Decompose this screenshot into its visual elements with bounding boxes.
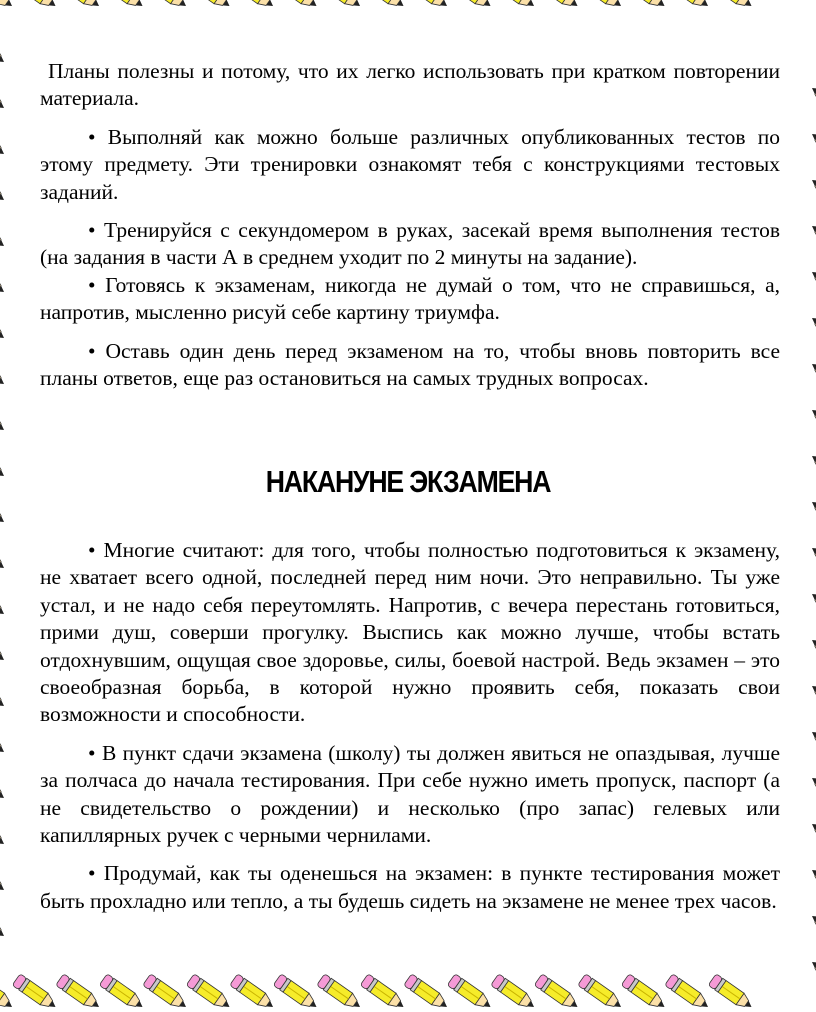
pencil-icon	[808, 496, 816, 535]
paragraph-plans: Планы полезны и потому, что их легко использовать при кратком повторении материала.	[40, 59, 780, 111]
pencil-icon	[808, 358, 816, 397]
pencil-icon	[0, 443, 8, 482]
pencil-icon	[0, 351, 8, 390]
top-text-block	[40, 58, 780, 392]
bullet: •	[88, 538, 96, 562]
pencil-icon	[404, 0, 451, 12]
paragraph-arrival	[40, 740, 780, 850]
pencil-icon	[491, 0, 538, 12]
pencil-icon	[0, 489, 8, 528]
pencil-icon	[12, 0, 59, 12]
pencil-icon	[273, 0, 320, 12]
pencil-icon	[0, 121, 8, 160]
pencil-icon	[0, 974, 16, 1012]
pencil-icon	[808, 404, 816, 443]
paragraph-text: Готовясь к экзаменам, никогда не думай о том, что не справишься, а, напротив, мысленно рисуй себе картину триумфа.	[40, 272, 781, 325]
pencil-icon	[808, 450, 816, 489]
pencil-icon	[230, 974, 277, 1012]
pencil-icon	[808, 82, 816, 121]
pencil-icon	[808, 910, 816, 949]
paragraph-text: Выполняй как можно больше различных опубликованных тестов по этому предмету. Эти тренировки ознакомят тебя с конструкциями тестовых заданий.	[40, 124, 780, 204]
paragraph-triumph	[40, 272, 780, 327]
pencil-icon	[447, 974, 494, 1012]
paragraph-text: Тренируйся с секундомером в руках, засекай время выполнения тестов (на задания в части А в среднем уходит по 2 минуты на задание).	[40, 218, 780, 270]
pencil-icon	[143, 974, 190, 1012]
pencil-icon	[808, 312, 816, 351]
pencil-icon	[808, 542, 816, 581]
pencil-icon	[360, 0, 407, 12]
pencil-icon	[808, 726, 816, 765]
pencil-icon	[0, 305, 8, 344]
pencil-icon	[317, 0, 364, 12]
pencil-icon	[143, 0, 190, 12]
paragraph-stopwatch	[40, 217, 780, 272]
paragraph-last-day	[40, 338, 780, 393]
bullet: •	[88, 272, 96, 297]
pencil-icon	[0, 765, 8, 804]
pencil-icon	[186, 0, 233, 12]
bullet: •	[88, 124, 96, 149]
pencil-icon	[360, 974, 407, 1012]
pencil-icon	[230, 0, 277, 12]
pencil-icon	[99, 0, 146, 12]
pencil-icon	[808, 818, 816, 857]
pencil-icon	[317, 974, 364, 1012]
pencil-icon	[808, 174, 816, 213]
pencil-icon	[99, 974, 146, 1012]
pencil-icon	[0, 213, 8, 252]
pencil-icon	[447, 0, 494, 12]
pencil-icon	[0, 259, 8, 298]
pencil-icon	[0, 811, 8, 850]
paragraph-text: Многие считают: для того, чтобы полностью подготовиться к экзамену, не хватает всего одной, последней перед ним ночи. Это неправильно. Ты уже устал, и не надо себя переутомлять. Напротив, с вечера перестань готовиться, прими душ, соверши прогулку. Выспись как можно лучше, чтобы встать отдохнувшим, ощущая свое здоровье, силы, боевой настрой. Ведь экзамен – это своеобразная борьба, в которой нужно проявить себя, показать свои возможности и способности.	[40, 538, 780, 727]
paragraph-text: В пункт сдачи экзамена (школу) ты должен явиться не опаздывая, лучше за полчаса до начала тестирования. При себе нужно иметь пропуск, паспорт (а не свидетельство о рождении) и несколько (про запас) гелевых или капиллярных ручек с черными чернилами.	[40, 740, 781, 848]
paragraph-clothing	[40, 860, 780, 915]
bullet: •	[88, 861, 96, 886]
bullet: •	[88, 218, 96, 243]
pencil-icon	[273, 974, 320, 1012]
pencil-icon	[0, 627, 8, 666]
pencil-icon	[808, 956, 816, 995]
pencil-icon	[708, 974, 755, 1012]
pencil-icon	[12, 974, 59, 1012]
pencil-icon	[0, 673, 8, 712]
pencil-icon	[491, 974, 538, 1012]
pencil-icon	[0, 719, 8, 758]
pencil-icon	[0, 167, 8, 206]
pencil-icon	[808, 588, 816, 627]
pencil-icon	[404, 974, 451, 1012]
pencil-icon	[621, 974, 668, 1012]
bullet: •	[88, 740, 96, 765]
paragraph-text: Оставь один день перед экзаменом на то, чтобы вновь повторить все планы ответов, еще раз остановиться на самых трудных вопросах.	[40, 338, 780, 391]
paragraph-tests	[40, 124, 780, 206]
pencil-icon	[534, 974, 581, 1012]
bullet: •	[88, 338, 96, 363]
bottom-text-block	[40, 537, 780, 915]
pencil-icon	[0, 75, 8, 114]
pencil-icon	[0, 0, 16, 12]
pencil-icon	[578, 0, 625, 12]
pencil-icon	[708, 0, 755, 12]
pencil-icon	[665, 974, 712, 1012]
pencil-icon	[621, 0, 668, 12]
pencil-icon	[808, 220, 816, 259]
pencil-icon	[665, 0, 712, 12]
pencil-icon	[0, 397, 8, 436]
paragraph-night-before	[40, 537, 780, 729]
pencil-icon	[808, 634, 816, 673]
pencil-icon	[0, 535, 8, 574]
pencil-icon	[534, 0, 581, 12]
pencil-icon	[0, 857, 8, 896]
pencil-icon	[186, 974, 233, 1012]
section-heading: НАКАНУНЕ ЭКЗАМЕНА	[265, 464, 551, 499]
pencil-icon	[578, 974, 625, 1012]
pencil-icon	[56, 0, 103, 12]
pencil-icon	[0, 581, 8, 620]
paragraph-text: Продумай, как ты оденешься на экзамен: в пункте тестирования может быть прохладно или тепло, а ты будешь сидеть на экзамене не менее трех часов.	[40, 861, 780, 913]
pencil-icon	[0, 903, 8, 942]
pencil-icon	[808, 864, 816, 903]
pencil-icon	[808, 128, 816, 167]
pencil-icon	[0, 29, 8, 68]
pencil-icon	[808, 680, 816, 719]
pencil-icon	[808, 266, 816, 305]
pencil-icon	[808, 772, 816, 811]
pencil-icon	[56, 974, 103, 1012]
